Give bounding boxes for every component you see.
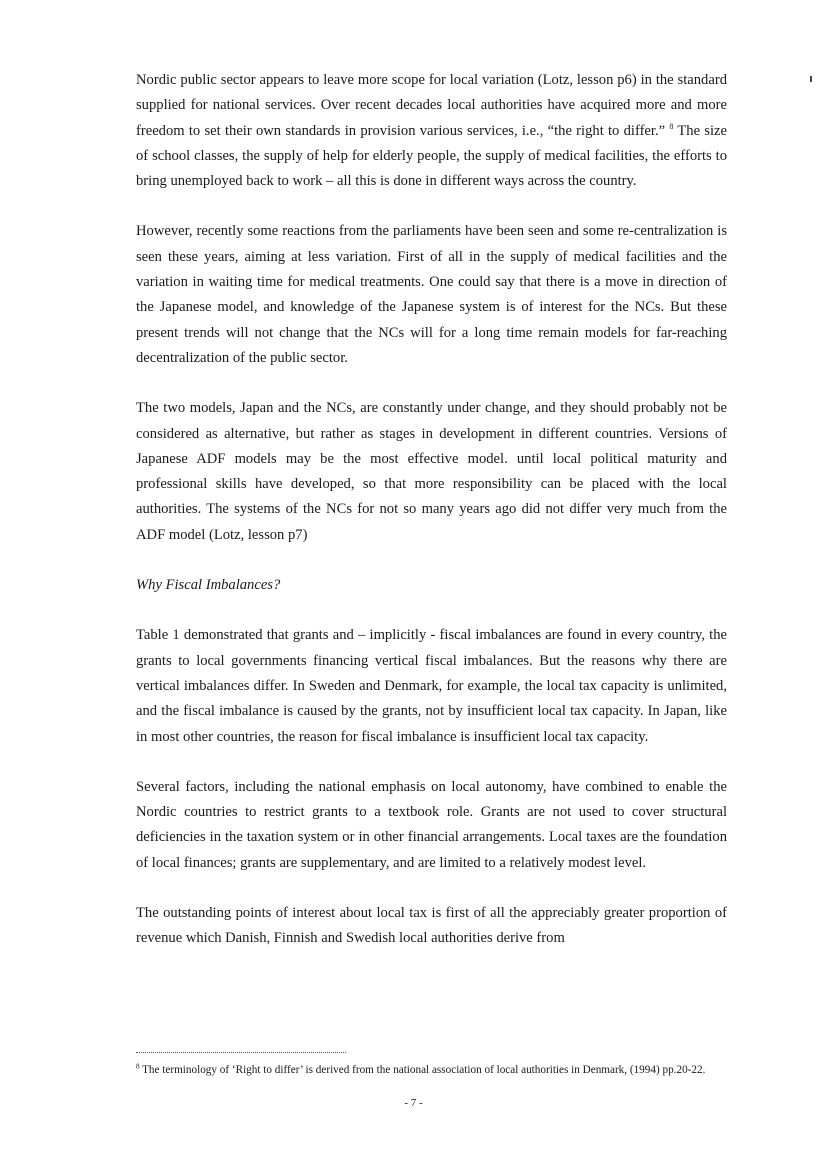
- paragraph-recentralization: However, recently some reactions from the parliaments have been seen and some re-centralization is seen these years, aiming at less variation. First of all in the supply of medical facilities and the variation in waiting time for medical treatments. One could say that there is a move in direction of the Japanese model, and knowledge of the Japanese system is of interest for the NCs. But these present trends will not change that the NCs will for a long time remain models for far-reaching decentralization of the public sector.: [136, 223, 727, 366]
- paragraph-text: The size of school classes, the supply of help for elderly people, the supply of medical facilities, the efforts to bring unemployed back to work – all this is done in different ways across the country.: [136, 122, 727, 190]
- footnote-marker: 8: [136, 1062, 140, 1071]
- paragraph-table-one: Table 1 demonstrated that grants and – implicitly - fiscal imbalances are found in every country, the grants to local governments financing vertical fiscal imbalances. But the reasons why there are vertical imbalances differ. In Sweden and Denmark, for example, the local tax capacity is unlimited, and the fiscal imbalance is caused by the grants, not by insufficient local tax capacity. In Japan, like in most other countries, the reason for fiscal imbalance is insufficient local tax capacity.: [136, 627, 727, 745]
- section-heading: Why Fiscal Imbalances?: [136, 577, 281, 594]
- document-body: [136, 68, 727, 977]
- paragraph-local-tax: The outstanding points of interest about local tax is first of all the appreciably greater proportion of revenue which Danish, Finnish and Swedish local authorities derive from: [136, 905, 727, 947]
- footnote-divider: [136, 1052, 346, 1053]
- paragraph-several-factors: Several factors, including the national emphasis on local autonomy, have combined to enable the Nordic countries to restrict grants to a textbook role. Grants are not used to cover structural deficiencies in the taxation system or in other financial arrangements. Local taxes are the foundation of local finances; grants are supplementary, and are limited to a relatively modest level.: [136, 778, 727, 871]
- scan-edge-mark: [810, 76, 812, 82]
- footnote-reference: 8: [669, 121, 674, 131]
- paragraph-local-variation: [136, 68, 727, 194]
- paragraph-text: Nordic public sector appears to leave more scope for local variation (Lotz, lesson p6) in the standard supplied for national services. Over recent decades local authorities have acquired more and more freedom to set their own standards in provision various services, i.e., “the right to differ.”: [136, 72, 727, 139]
- footnote-text: The terminology of ‘Right to differ’ is derived from the national association of local authorities in Denmark, (1994) pp.20-22.: [139, 1064, 706, 1076]
- page-number: - 7 -: [404, 1097, 423, 1109]
- footnote: [136, 1062, 727, 1078]
- paragraph-two-models: The two models, Japan and the NCs, are constantly under change, and they should probably not be considered as alternative, but rather as stages in development in different countries. Versions of Japanese ADF models may be the most effective model. until local political maturity and professional skills have developed, so that more responsibility can be placed with the local authorities. The systems of the NCs for not so many years ago did not differ very much from the ADF model (Lotz, lesson p7): [136, 400, 727, 543]
